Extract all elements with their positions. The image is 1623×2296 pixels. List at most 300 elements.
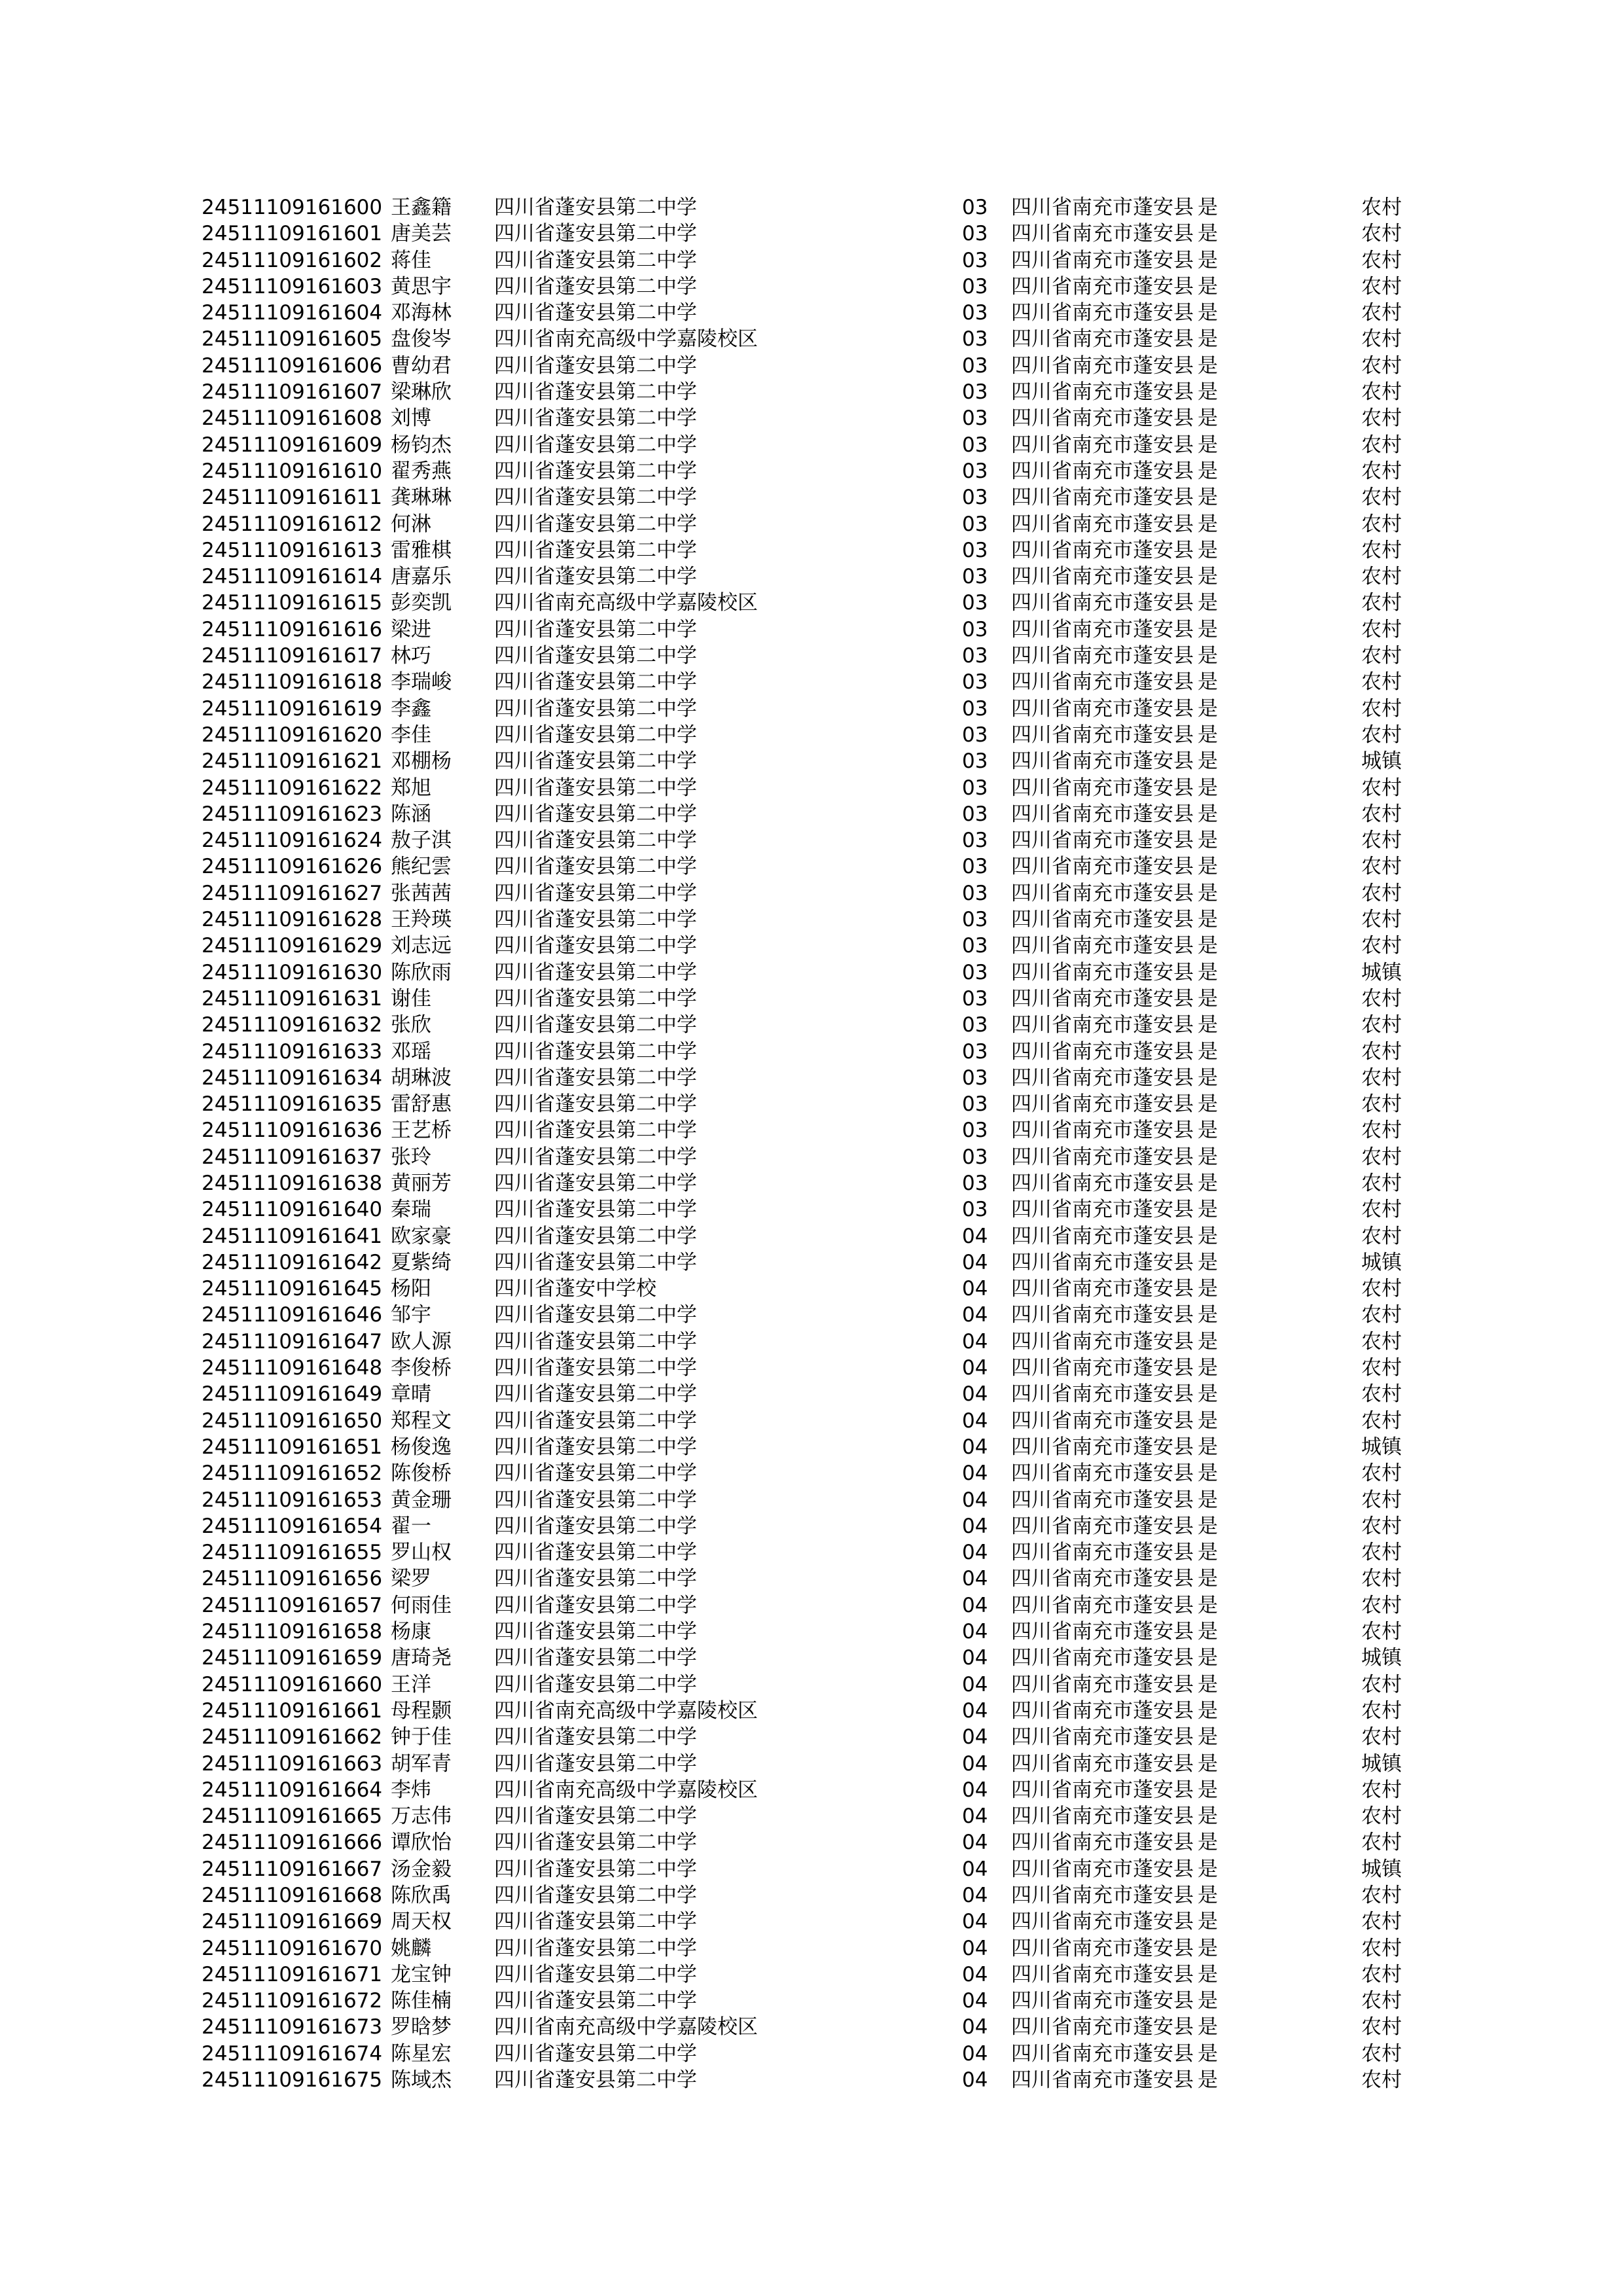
- school-cell: 四川省蓬安县第二中学: [494, 1541, 697, 1565]
- table-row: [0, 590, 1459, 616]
- table-row: [0, 696, 1459, 722]
- residence-type-cell: 农村: [1361, 829, 1402, 853]
- table-row: [0, 1249, 1459, 1276]
- residence-type-cell: 农村: [1361, 222, 1402, 246]
- school-cell: 四川省蓬安县第二中学: [494, 908, 697, 932]
- name-cell: 欧人源: [391, 1329, 452, 1354]
- class-number-cell: 03: [962, 644, 988, 668]
- school-cell: 四川省蓬安县第二中学: [494, 1435, 697, 1459]
- confirm-flag-cell: 是: [1198, 274, 1218, 298]
- residence-type-cell: 农村: [1361, 986, 1402, 1011]
- class-number-cell: 04: [962, 1250, 988, 1274]
- residence-type-cell: 农村: [1361, 1884, 1402, 1907]
- exam-id-cell: 24511109161611: [202, 486, 383, 510]
- school-cell: 四川省蓬安县第二中学: [494, 1962, 697, 1986]
- class-number-cell: 04: [962, 1408, 988, 1433]
- name-cell: 王羚瑛: [391, 908, 452, 932]
- name-cell: 梁进: [391, 617, 431, 641]
- exam-id-cell: 24511109161629: [202, 934, 383, 958]
- residence-type-cell: 农村: [1361, 1488, 1402, 1512]
- residence-type-cell: 城镇: [1361, 1751, 1402, 1776]
- confirm-flag-cell: 是: [1198, 1277, 1218, 1301]
- name-cell: 梁琳欣: [391, 380, 452, 404]
- class-number-cell: 04: [962, 1725, 988, 1749]
- confirm-flag-cell: 是: [1198, 1092, 1218, 1117]
- name-cell: 谭欣怡: [391, 1831, 452, 1855]
- origin-cell: 四川省南充市蓬安县: [1011, 1329, 1194, 1354]
- exam-id-cell: 24511109161630: [202, 960, 383, 984]
- table-row: [0, 906, 1459, 933]
- table-row: [0, 1460, 1459, 1486]
- name-cell: 夏紫绮: [391, 1250, 452, 1274]
- name-cell: 罗晗梦: [391, 2015, 452, 2039]
- origin-cell: 四川省南充市蓬安县: [1011, 1013, 1194, 1037]
- residence-type-cell: 农村: [1361, 1804, 1402, 1829]
- school-cell: 四川省蓬安中学校: [494, 1277, 656, 1301]
- name-cell: 周天权: [391, 1910, 452, 1934]
- table-row: [0, 1539, 1459, 1566]
- name-cell: 陈欣雨: [391, 960, 452, 984]
- origin-cell: 四川省南充市蓬安县: [1011, 1831, 1194, 1855]
- origin-cell: 四川省南充市蓬安县: [1011, 960, 1194, 984]
- school-cell: 四川省蓬安县第二中学: [494, 2041, 697, 2066]
- table-row: [0, 722, 1459, 748]
- table-row: [0, 1619, 1459, 1645]
- exam-id-cell: 24511109161663: [202, 1751, 383, 1776]
- class-number-cell: 03: [962, 881, 988, 905]
- residence-type-cell: 农村: [1361, 802, 1402, 826]
- table-row: [0, 1592, 1459, 1619]
- exam-id-cell: 24511109161619: [202, 696, 383, 721]
- residence-type-cell: 城镇: [1361, 1857, 1402, 1881]
- residence-type-cell: 农村: [1361, 1936, 1402, 1960]
- origin-cell: 四川省南充市蓬安县: [1011, 1382, 1194, 1407]
- school-cell: 四川省蓬安县第二中学: [494, 670, 697, 694]
- origin-cell: 四川省南充市蓬安县: [1011, 1435, 1194, 1459]
- confirm-flag-cell: 是: [1198, 486, 1218, 510]
- residence-type-cell: 农村: [1361, 565, 1402, 589]
- name-cell: 熊纪雲: [391, 855, 452, 879]
- origin-cell: 四川省南充市蓬安县: [1011, 1277, 1194, 1301]
- residence-type-cell: 农村: [1361, 1303, 1402, 1327]
- class-number-cell: 04: [962, 1224, 988, 1248]
- name-cell: 王鑫籍: [391, 196, 452, 219]
- residence-type-cell: 农村: [1361, 1725, 1402, 1749]
- class-number-cell: 03: [962, 222, 988, 246]
- school-cell: 四川省蓬安县第二中学: [494, 1936, 697, 1960]
- confirm-flag-cell: 是: [1198, 538, 1218, 562]
- school-cell: 四川省蓬安县第二中学: [494, 486, 697, 510]
- residence-type-cell: 农村: [1361, 327, 1402, 351]
- class-number-cell: 03: [962, 934, 988, 958]
- class-number-cell: 04: [962, 1462, 988, 1486]
- table-row: [0, 1065, 1459, 1091]
- class-number-cell: 04: [962, 1804, 988, 1829]
- student-table: [0, 194, 1459, 2093]
- origin-cell: 四川省南充市蓬安县: [1011, 934, 1194, 958]
- origin-cell: 四川省南充市蓬安县: [1011, 1303, 1194, 1327]
- residence-type-cell: 城镇: [1361, 1250, 1402, 1274]
- class-number-cell: 04: [962, 1329, 988, 1354]
- residence-type-cell: 农村: [1361, 1567, 1402, 1591]
- table-row: [0, 880, 1459, 906]
- confirm-flag-cell: 是: [1198, 248, 1218, 272]
- class-number-cell: 04: [962, 1303, 988, 1327]
- residence-type-cell: 农村: [1361, 538, 1402, 562]
- class-number-cell: 04: [962, 1884, 988, 1907]
- table-row: [0, 1962, 1459, 1988]
- confirm-flag-cell: 是: [1198, 749, 1218, 774]
- table-row: [0, 1751, 1459, 1777]
- table-row: [0, 458, 1459, 484]
- origin-cell: 四川省南充市蓬安县: [1011, 486, 1194, 510]
- name-cell: 杨阳: [391, 1277, 431, 1301]
- table-row: [0, 1434, 1459, 1460]
- confirm-flag-cell: 是: [1198, 1672, 1218, 1696]
- name-cell: 雷舒惠: [391, 1092, 452, 1117]
- school-cell: 四川省蓬安县第二中学: [494, 617, 697, 641]
- exam-id-cell: 24511109161658: [202, 1620, 383, 1644]
- class-number-cell: 04: [962, 1646, 988, 1670]
- origin-cell: 四川省南充市蓬安县: [1011, 1250, 1194, 1274]
- school-cell: 四川省蓬安县第二中学: [494, 1672, 697, 1696]
- confirm-flag-cell: 是: [1198, 1593, 1218, 1617]
- school-cell: 四川省蓬安县第二中学: [494, 353, 697, 378]
- table-row: [0, 379, 1459, 405]
- origin-cell: 四川省南充市蓬安县: [1011, 222, 1194, 246]
- exam-id-cell: 24511109161664: [202, 1778, 383, 1802]
- class-number-cell: 03: [962, 565, 988, 589]
- class-number-cell: 04: [962, 1698, 988, 1723]
- table-row: [0, 511, 1459, 537]
- table-row: [0, 484, 1459, 511]
- confirm-flag-cell: 是: [1198, 1356, 1218, 1380]
- confirm-flag-cell: 是: [1198, 406, 1218, 431]
- school-cell: 四川省蓬安县第二中学: [494, 380, 697, 404]
- exam-id-cell: 24511109161603: [202, 274, 383, 298]
- confirm-flag-cell: 是: [1198, 1329, 1218, 1354]
- table-row: [0, 1144, 1459, 1170]
- name-cell: 陈俊桥: [391, 1462, 452, 1486]
- residence-type-cell: 农村: [1361, 248, 1402, 272]
- confirm-flag-cell: 是: [1198, 1514, 1218, 1538]
- class-number-cell: 04: [962, 1435, 988, 1459]
- exam-id-cell: 24511109161667: [202, 1857, 383, 1881]
- name-cell: 杨俊逸: [391, 1435, 452, 1459]
- name-cell: 翟一: [391, 1514, 431, 1538]
- table-row: [0, 1566, 1459, 1592]
- school-cell: 四川省蓬安县第二中学: [494, 1408, 697, 1433]
- residence-type-cell: 农村: [1361, 1329, 1402, 1354]
- school-cell: 四川省蓬安县第二中学: [494, 1171, 697, 1195]
- class-number-cell: 04: [962, 1751, 988, 1776]
- class-number-cell: 04: [962, 1910, 988, 1934]
- residence-type-cell: 农村: [1361, 1066, 1402, 1090]
- class-number-cell: 04: [962, 2015, 988, 2039]
- school-cell: 四川省蓬安县第二中学: [494, 881, 697, 905]
- table-row: [0, 274, 1459, 300]
- class-number-cell: 03: [962, 723, 988, 747]
- confirm-flag-cell: 是: [1198, 1778, 1218, 1802]
- confirm-flag-cell: 是: [1198, 1831, 1218, 1855]
- class-number-cell: 04: [962, 1277, 988, 1301]
- exam-id-cell: 24511109161618: [202, 670, 383, 694]
- origin-cell: 四川省南充市蓬安县: [1011, 459, 1194, 483]
- table-row: [0, 2014, 1459, 2040]
- school-cell: 四川省蓬安县第二中学: [494, 459, 697, 483]
- class-number-cell: 04: [962, 1989, 988, 2013]
- class-number-cell: 03: [962, 1013, 988, 1037]
- class-number-cell: 03: [962, 1145, 988, 1169]
- exam-id-cell: 24511109161669: [202, 1910, 383, 1934]
- school-cell: 四川省蓬安县第二中学: [494, 512, 697, 536]
- origin-cell: 四川省南充市蓬安县: [1011, 1698, 1194, 1723]
- origin-cell: 四川省南充市蓬安县: [1011, 1910, 1194, 1934]
- origin-cell: 四川省南充市蓬安县: [1011, 1620, 1194, 1644]
- confirm-flag-cell: 是: [1198, 1884, 1218, 1907]
- exam-id-cell: 24511109161621: [202, 749, 383, 774]
- confirm-flag-cell: 是: [1198, 881, 1218, 905]
- class-number-cell: 04: [962, 1620, 988, 1644]
- origin-cell: 四川省南充市蓬安县: [1011, 353, 1194, 378]
- school-cell: 四川省蓬安县第二中学: [494, 1620, 697, 1644]
- school-cell: 四川省蓬安县第二中学: [494, 960, 697, 984]
- name-cell: 龙宝钟: [391, 1962, 452, 1986]
- school-cell: 四川省蓬安县第二中学: [494, 1066, 697, 1090]
- exam-id-cell: 24511109161646: [202, 1303, 383, 1327]
- school-cell: 四川省蓬安县第二中学: [494, 802, 697, 826]
- origin-cell: 四川省南充市蓬安县: [1011, 433, 1194, 457]
- name-cell: 胡琳波: [391, 1066, 452, 1090]
- exam-id-cell: 24511109161657: [202, 1593, 383, 1617]
- table-row: [0, 353, 1459, 379]
- exam-id-cell: 24511109161671: [202, 1962, 383, 1986]
- exam-id-cell: 24511109161645: [202, 1277, 383, 1301]
- confirm-flag-cell: 是: [1198, 1145, 1218, 1169]
- class-number-cell: 04: [962, 1672, 988, 1696]
- name-cell: 王洋: [391, 1672, 431, 1696]
- class-number-cell: 03: [962, 196, 988, 219]
- exam-id-cell: 24511109161640: [202, 1198, 383, 1222]
- table-row: [0, 194, 1459, 221]
- table-row: [0, 1698, 1459, 1724]
- table-row: [0, 221, 1459, 247]
- exam-id-cell: 24511109161632: [202, 1013, 383, 1037]
- table-row: [0, 1672, 1459, 1698]
- confirm-flag-cell: 是: [1198, 1804, 1218, 1829]
- class-number-cell: 03: [962, 1119, 988, 1143]
- origin-cell: 四川省南充市蓬安县: [1011, 248, 1194, 272]
- school-cell: 四川省蓬安县第二中学: [494, 1119, 697, 1143]
- confirm-flag-cell: 是: [1198, 591, 1218, 615]
- residence-type-cell: 农村: [1361, 512, 1402, 536]
- confirm-flag-cell: 是: [1198, 1488, 1218, 1512]
- school-cell: 四川省蓬安县第二中学: [494, 1198, 697, 1222]
- origin-cell: 四川省南充市蓬安县: [1011, 749, 1194, 774]
- name-cell: 王艺桥: [391, 1119, 452, 1143]
- origin-cell: 四川省南充市蓬安县: [1011, 591, 1194, 615]
- table-row: [0, 1355, 1459, 1381]
- confirm-flag-cell: 是: [1198, 512, 1218, 536]
- school-cell: 四川省南充高级中学嘉陵校区: [494, 2015, 758, 2039]
- origin-cell: 四川省南充市蓬安县: [1011, 2015, 1194, 2039]
- table-row: [0, 1909, 1459, 1935]
- school-cell: 四川省蓬安县第二中学: [494, 274, 697, 298]
- table-row: [0, 1829, 1459, 1856]
- class-number-cell: 03: [962, 353, 988, 378]
- residence-type-cell: 农村: [1361, 1514, 1402, 1538]
- class-number-cell: 03: [962, 380, 988, 404]
- school-cell: 四川省蓬安县第二中学: [494, 696, 697, 721]
- school-cell: 四川省蓬安县第二中学: [494, 538, 697, 562]
- origin-cell: 四川省南充市蓬安县: [1011, 1646, 1194, 1670]
- school-cell: 四川省蓬安县第二中学: [494, 986, 697, 1011]
- residence-type-cell: 农村: [1361, 2015, 1402, 2039]
- residence-type-cell: 农村: [1361, 2068, 1402, 2092]
- exam-id-cell: 24511109161662: [202, 1725, 383, 1749]
- origin-cell: 四川省南充市蓬安县: [1011, 1672, 1194, 1696]
- school-cell: 四川省蓬安县第二中学: [494, 1303, 697, 1327]
- origin-cell: 四川省南充市蓬安县: [1011, 274, 1194, 298]
- school-cell: 四川省蓬安县第二中学: [494, 565, 697, 589]
- residence-type-cell: 城镇: [1361, 1435, 1402, 1459]
- class-number-cell: 03: [962, 670, 988, 694]
- residence-type-cell: 农村: [1361, 406, 1402, 431]
- table-row: [0, 669, 1459, 695]
- exam-id-cell: 24511109161635: [202, 1092, 383, 1117]
- class-number-cell: 03: [962, 802, 988, 826]
- table-row: [0, 748, 1459, 774]
- name-cell: 邓海林: [391, 301, 452, 325]
- name-cell: 刘志远: [391, 934, 452, 958]
- name-cell: 陈欣禹: [391, 1884, 452, 1907]
- origin-cell: 四川省南充市蓬安县: [1011, 2068, 1194, 2092]
- exam-id-cell: 24511109161654: [202, 1514, 383, 1538]
- name-cell: 秦瑞: [391, 1198, 431, 1222]
- exam-id-cell: 24511109161648: [202, 1356, 383, 1380]
- name-cell: 蒋佳: [391, 248, 431, 272]
- confirm-flag-cell: 是: [1198, 802, 1218, 826]
- table-row: [0, 1724, 1459, 1750]
- name-cell: 郑程文: [391, 1408, 452, 1433]
- class-number-cell: 04: [962, 1936, 988, 1960]
- exam-id-cell: 24511109161659: [202, 1646, 383, 1670]
- table-row: [0, 2041, 1459, 2067]
- school-cell: 四川省蓬安县第二中学: [494, 749, 697, 774]
- origin-cell: 四川省南充市蓬安县: [1011, 1778, 1194, 1802]
- residence-type-cell: 农村: [1361, 1698, 1402, 1723]
- origin-cell: 四川省南充市蓬安县: [1011, 1936, 1194, 1960]
- origin-cell: 四川省南充市蓬安县: [1011, 855, 1194, 879]
- class-number-cell: 03: [962, 1171, 988, 1195]
- exam-id-cell: 24511109161675: [202, 2068, 383, 2092]
- name-cell: 谢佳: [391, 986, 431, 1011]
- name-cell: 何淋: [391, 512, 431, 536]
- school-cell: 四川省蓬安县第二中学: [494, 1092, 697, 1117]
- origin-cell: 四川省南充市蓬安县: [1011, 538, 1194, 562]
- table-row: [0, 853, 1459, 880]
- exam-id-cell: 24511109161656: [202, 1567, 383, 1591]
- exam-id-cell: 24511109161602: [202, 248, 383, 272]
- name-cell: 万志伟: [391, 1804, 452, 1829]
- origin-cell: 四川省南充市蓬安县: [1011, 986, 1194, 1011]
- residence-type-cell: 农村: [1361, 670, 1402, 694]
- origin-cell: 四川省南充市蓬安县: [1011, 1356, 1194, 1380]
- school-cell: 四川省蓬安县第二中学: [494, 1039, 697, 1064]
- table-row: [0, 1777, 1459, 1803]
- residence-type-cell: 农村: [1361, 380, 1402, 404]
- confirm-flag-cell: 是: [1198, 670, 1218, 694]
- table-row: [0, 775, 1459, 801]
- origin-cell: 四川省南充市蓬安县: [1011, 1751, 1194, 1776]
- confirm-flag-cell: 是: [1198, 2041, 1218, 2066]
- residence-type-cell: 农村: [1361, 1119, 1402, 1143]
- exam-id-cell: 24511109161601: [202, 222, 383, 246]
- confirm-flag-cell: 是: [1198, 1857, 1218, 1881]
- name-cell: 刘博: [391, 406, 431, 431]
- confirm-flag-cell: 是: [1198, 222, 1218, 246]
- origin-cell: 四川省南充市蓬安县: [1011, 617, 1194, 641]
- name-cell: 邓瑶: [391, 1039, 431, 1064]
- class-number-cell: 03: [962, 960, 988, 984]
- origin-cell: 四川省南充市蓬安县: [1011, 1857, 1194, 1881]
- class-number-cell: 03: [962, 855, 988, 879]
- name-cell: 龚琳琳: [391, 486, 452, 510]
- exam-id-cell: 24511109161668: [202, 1884, 383, 1907]
- table-row: [0, 1408, 1459, 1434]
- table-row: [0, 617, 1459, 643]
- exam-id-cell: 24511109161641: [202, 1224, 383, 1248]
- class-number-cell: 03: [962, 591, 988, 615]
- class-number-cell: 04: [962, 1778, 988, 1802]
- residence-type-cell: 农村: [1361, 274, 1402, 298]
- class-number-cell: 03: [962, 617, 988, 641]
- origin-cell: 四川省南充市蓬安县: [1011, 829, 1194, 853]
- table-row: [0, 300, 1459, 326]
- confirm-flag-cell: 是: [1198, 1646, 1218, 1670]
- exam-id-cell: 24511109161674: [202, 2041, 383, 2066]
- origin-cell: 四川省南充市蓬安县: [1011, 1066, 1194, 1090]
- name-cell: 母程颢: [391, 1698, 452, 1723]
- name-cell: 何雨佳: [391, 1593, 452, 1617]
- school-cell: 四川省南充高级中学嘉陵校区: [494, 1778, 758, 1802]
- origin-cell: 四川省南充市蓬安县: [1011, 696, 1194, 721]
- table-row: [0, 933, 1459, 959]
- residence-type-cell: 农村: [1361, 696, 1402, 721]
- confirm-flag-cell: 是: [1198, 776, 1218, 800]
- origin-cell: 四川省南充市蓬安县: [1011, 723, 1194, 747]
- origin-cell: 四川省南充市蓬安县: [1011, 1725, 1194, 1749]
- confirm-flag-cell: 是: [1198, 301, 1218, 325]
- residence-type-cell: 农村: [1361, 353, 1402, 378]
- confirm-flag-cell: 是: [1198, 1119, 1218, 1143]
- confirm-flag-cell: 是: [1198, 565, 1218, 589]
- table-row: [0, 564, 1459, 590]
- origin-cell: 四川省南充市蓬安县: [1011, 1567, 1194, 1591]
- confirm-flag-cell: 是: [1198, 2015, 1218, 2039]
- confirm-flag-cell: 是: [1198, 1620, 1218, 1644]
- table-row: [0, 1196, 1459, 1223]
- exam-id-cell: 24511109161631: [202, 986, 383, 1011]
- confirm-flag-cell: 是: [1198, 1013, 1218, 1037]
- residence-type-cell: 农村: [1361, 1620, 1402, 1644]
- school-cell: 四川省南充高级中学嘉陵校区: [494, 591, 758, 615]
- exam-id-cell: 24511109161670: [202, 1936, 383, 1960]
- exam-id-cell: 24511109161614: [202, 565, 383, 589]
- confirm-flag-cell: 是: [1198, 380, 1218, 404]
- origin-cell: 四川省南充市蓬安县: [1011, 776, 1194, 800]
- exam-id-cell: 24511109161620: [202, 723, 383, 747]
